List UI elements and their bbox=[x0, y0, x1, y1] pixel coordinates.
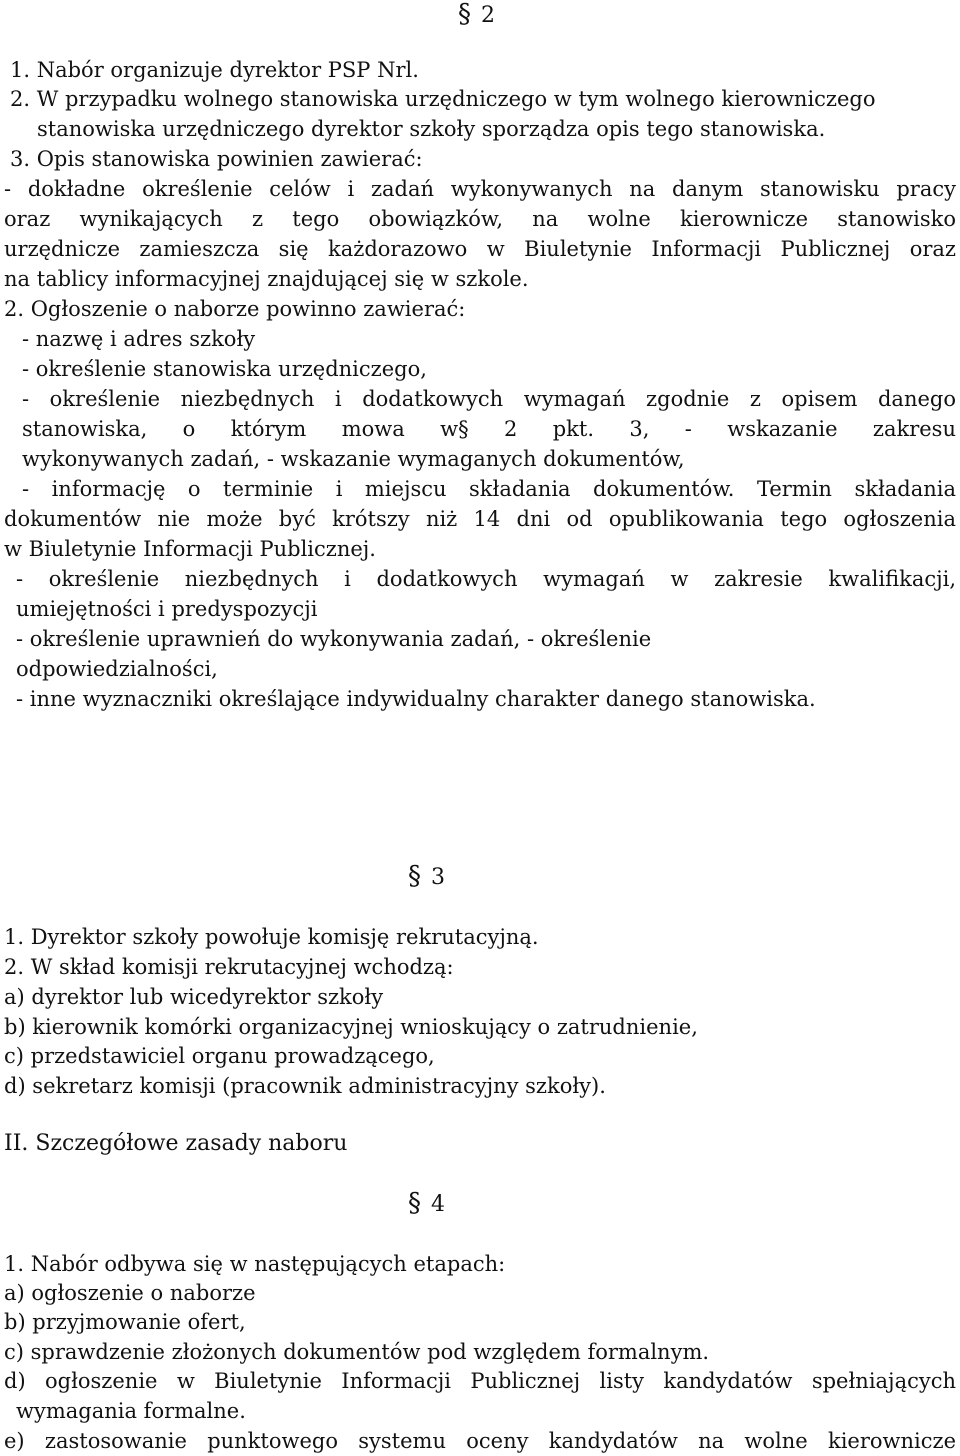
section-symbol: § bbox=[408, 1188, 421, 1218]
text-line: 1. Nabór odbywa się w następujących etapach: bbox=[4, 1252, 506, 1276]
text-line: - określenie uprawnień do wykonywania zadań, - określenie bbox=[16, 627, 652, 651]
text-line: b) przyjmowanie ofert, bbox=[4, 1310, 246, 1334]
text-line: 1. Nabór organizuje dyrektor PSP Nrl. bbox=[10, 58, 419, 82]
section-heading-4 bbox=[408, 1188, 445, 1218]
text-line: umiejętności i predyspozycji bbox=[16, 597, 318, 621]
text-line: stanowiska, o którym mowa w§ 2 pkt. 3, - wskazanie zakresu bbox=[22, 417, 956, 441]
section-number: 2 bbox=[481, 3, 495, 28]
text-line: - dokładne określenie celów i zadań wykonywanych na danym stanowisku pracy bbox=[4, 177, 956, 201]
text-line: stanowiska urzędniczego dyrektor szkoły sporządza opis tego stanowiska. bbox=[37, 117, 826, 141]
section-number: 4 bbox=[431, 1192, 445, 1217]
text-line: a) ogłoszenie o naborze bbox=[4, 1281, 256, 1305]
section-number: 3 bbox=[431, 865, 445, 890]
text-line: na tablicy informacyjnej znajdującej się w szkole. bbox=[4, 267, 529, 291]
text-line: - określenie niezbędnych i dodatkowych wymagań w zakresie kwalifikacji, bbox=[16, 567, 956, 591]
text-line: - nazwę i adres szkoły bbox=[22, 327, 256, 351]
section-heading-2 bbox=[458, 0, 495, 29]
text-line: 2. W skład komisji rekrutacyjnej wchodzą: bbox=[4, 955, 454, 979]
section-heading-3 bbox=[408, 861, 445, 891]
text-line: urzędnicze zamieszcza się każdorazowo w Biuletynie Informacji Publicznej oraz bbox=[4, 237, 956, 261]
text-line: oraz wynikających z tego obowiązków, na wolne kierownicze stanowisko bbox=[4, 207, 956, 231]
text-line: - określenie niezbędnych i dodatkowych wymagań zgodnie z opisem danego bbox=[22, 387, 956, 411]
text-line: a) dyrektor lub wicedyrektor szkoły bbox=[4, 985, 384, 1009]
text-line: d) sekretarz komisji (pracownik administracyjny szkoły). bbox=[4, 1074, 606, 1098]
text-line: b) kierownik komórki organizacyjnej wnioskujący o zatrudnienie, bbox=[4, 1015, 698, 1039]
section-symbol: § bbox=[408, 861, 421, 891]
text-line: dokumentów nie może być krótszy niż 14 dni od opublikowania tego ogłoszenia bbox=[4, 507, 956, 531]
text-line: w Biuletynie Informacji Publicznej. bbox=[4, 537, 376, 561]
text-line: odpowiedzialności, bbox=[16, 657, 218, 681]
text-line: 2. W przypadku wolnego stanowiska urzędniczego w tym wolnego kierowniczego bbox=[10, 87, 876, 111]
text-line: c) przedstawiciel organu prowadzącego, bbox=[4, 1044, 435, 1068]
section-symbol: § bbox=[458, 0, 471, 29]
chapter-heading: II. Szczegółowe zasady naboru bbox=[4, 1131, 348, 1156]
text-line: wymagania formalne. bbox=[16, 1399, 246, 1423]
text-line: 3. Opis stanowiska powinien zawierać: bbox=[10, 147, 423, 171]
text-line: wykonywanych zadań, - wskazanie wymaganych dokumentów, bbox=[22, 447, 685, 471]
text-line: d) ogłoszenie w Biuletynie Informacji Publicznej listy kandydatów spełniających bbox=[4, 1369, 956, 1393]
text-line: - określenie stanowiska urzędniczego, bbox=[22, 357, 427, 381]
text-line: - informację o terminie i miejscu składania dokumentów. Termin składania bbox=[22, 477, 956, 501]
text-line: 1. Dyrektor szkoły powołuje komisję rekrutacyjną. bbox=[4, 925, 539, 949]
text-line: e) zastosowanie punktowego systemu oceny kandydatów na wolne kierownicze bbox=[4, 1429, 956, 1453]
text-line: - inne wyznaczniki określające indywidualny charakter danego stanowiska. bbox=[16, 687, 816, 711]
text-line: c) sprawdzenie złożonych dokumentów pod względem formalnym. bbox=[4, 1340, 710, 1364]
text-line: 2. Ogłoszenie o naborze powinno zawierać: bbox=[4, 297, 466, 321]
